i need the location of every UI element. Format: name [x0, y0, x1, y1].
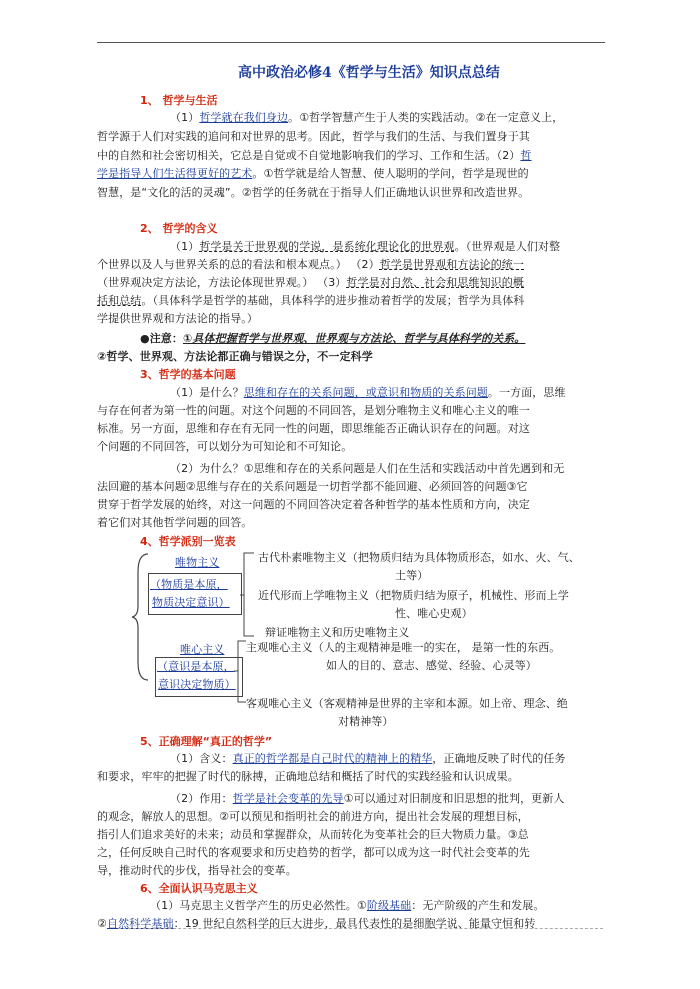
materialism-label: 唯物主义	[175, 556, 220, 569]
s5-line-3: （2）作用：哲学是社会变革的先导①可以通过对旧制度和旧思想的批判，更新人	[170, 792, 565, 805]
subjective-idealism-1: 主观唯心主义（人的主观精神是唯一的实在， 是第一性的东西。	[246, 641, 561, 654]
idealism-label: 唯心主义	[180, 643, 225, 656]
s2-note-2: ②哲学、世界观、方法论都正确与错误之分，不一定科学	[97, 350, 373, 363]
s1-line-3: 中的自然和社会密切相关，它总是自觉或不自觉地影响我们的学习、工作和生活。（2）哲	[97, 149, 532, 162]
s5-line-1: （1）含义：真正的哲学都是自己时代的精神上的精华，正确地反映了时代的任务	[170, 752, 566, 765]
s2-line-3: （世界观决定方法论，方法论体现世界观。） （3）哲学是对自然、社会和思维知识的概	[97, 276, 525, 289]
section-2-heading: 2、 哲学的含义	[140, 222, 218, 235]
s5-line-2: 和要求，牢牢的把握了时代的脉搏，正确地总结和概括了时代的实践经验和认识成果。	[97, 770, 519, 783]
metaphysical-materialism-2: 性、唯心史观）	[395, 607, 473, 620]
materialism-def-2: 物质决定意识）	[152, 596, 230, 609]
top-rule	[97, 42, 605, 43]
s2-line-2: 个世界以及人与世界关系的总的看法和根本观点。） （2）哲学是世界观和方法论的统一	[97, 258, 525, 271]
s3-line-5: （2）为什么？①思维和存在的关系问题是人们在生活和实践活动中首先遇到和无	[170, 462, 565, 475]
s3-line-1: （1）是什么？思维和存在的关系问题，或意识和物质的关系问题。一方面，思维	[170, 386, 566, 399]
bottom-divider	[118, 928, 603, 929]
section-5-heading: 5、正确理解“真正的哲学”	[140, 735, 273, 748]
section-3-heading: 3、哲学的基本问题	[140, 368, 236, 381]
s3-line-2: 与存在何者为第一性的问题。对这个问题的不同回答，是划分唯物主义和唯心主义的唯一	[97, 404, 530, 417]
materialism-brace	[240, 550, 256, 640]
s2-note-1: ●注意：①具体把握哲学与世界观、世界观与方法论、哲学与具体科学的关系。	[140, 332, 526, 345]
s2-line-4: 括和总结。（具体科学是哲学的基础，具体科学的进步推动着哲学的发展；哲学为具体科	[97, 294, 525, 307]
section-6-heading: 6、全面认识马克思主义	[140, 882, 258, 895]
section-1-heading: 1、 哲学与生活	[140, 94, 218, 107]
s3-line-8: 着它们对其他哲学问题的回答。	[97, 516, 253, 529]
ancient-materialism-1: 古代朴素唯物主义（把物质归结为具体物质形态，如水、火、气、	[258, 551, 580, 564]
section-4-heading: 4、哲学派别一览表	[140, 535, 236, 548]
s3-line-3: 标准。另一方面，思维和存在有无同一性的问题，即思维能否正确认识存在的问题。对这	[97, 422, 530, 435]
objective-idealism-1: 客观唯心主义（客观精神是世界的主宰和本源。如上帝、理念、绝	[246, 697, 568, 710]
s1-line-2: 哲学源于人们对实践的追问和对世界的思考。因此，哲学与我们的生活、与我们置身于其	[97, 130, 530, 143]
s5-line-5: 指引人们追求美好的未来；动员和掌握群众，从而转化为变革社会的巨大物质力量。③总	[97, 828, 529, 841]
idealism-def-2: 意识决定物质）	[158, 678, 236, 691]
s3-line-7: 贯穿于哲学发展的始终，对这一问题的不同回答决定着各种哲学的基本性质和方向，决定	[97, 498, 530, 511]
s2-line-5: 学提供世界观和方法论的指导。）	[97, 312, 258, 325]
materialism-def-1: （物质是本原，	[150, 578, 228, 591]
s1-line-5: 智慧，是“文化的活的灵魂”。②哲学的任务就在于指导人们正确地认识世界和改造世界。	[97, 186, 530, 199]
s5-line-7: 导，推动时代的步伐，指导社会的变革。	[97, 864, 297, 877]
s6-line-1: （1）马克思主义哲学产生的历史必然性。①阶级基础：无产阶级的产生和发展。	[150, 899, 545, 912]
metaphysical-materialism-1: 近代形而上学唯物主义（把物质归结为原子，机械性、形而上学	[258, 589, 569, 602]
s6-line-2: ②自然科学基础：19 世纪自然科学的巨大进步，最具代表性的是细胞学说、能量守恒和转	[97, 917, 536, 930]
s3-line-6: 法回避的基本问题②思维与存在的关系问题是一切哲学都不能回避、必须回答的问题③它	[97, 480, 528, 493]
page-title: 高中政治必修4《哲学与生活》知识点总结	[238, 65, 500, 81]
dialectical-materialism: 辩证唯物主义和历史唯物主义	[265, 626, 410, 639]
objective-idealism-2: 对精神等）	[338, 715, 394, 728]
subjective-idealism-2: 如人的目的、意志、感觉、经验、心灵等）	[326, 659, 537, 672]
s1-line-1: （1）哲学就在我们身边。①哲学智慧产生于人类的实践活动。②在一定意义上，	[170, 111, 564, 124]
s3-line-4: 个问题的不同回答，可以划分为可知论和不可知论。	[97, 440, 353, 453]
s2-line-1: （1）哲学是关于世界观的学说，是系统化理论化的世界观。（世界观是人们对整	[170, 240, 561, 253]
s5-line-4: 的观念，解放人的思想。②可以预见和指明社会的前进方向，提出社会发展的理想目标，	[97, 810, 529, 823]
s5-line-6: 之，任何反映自己时代的客观要求和历史趋势的哲学，都可以成为这一时代社会变革的先	[97, 846, 530, 859]
idealism-def-1: （意识是本原，	[157, 660, 235, 673]
outer-brace	[130, 552, 150, 682]
s1-line-4: 学是指导人们生活得更好的艺术。①哲学就是给人智慧、使人聪明的学问，哲学是现世的	[97, 167, 529, 180]
ancient-materialism-2: 土等）	[395, 569, 429, 582]
